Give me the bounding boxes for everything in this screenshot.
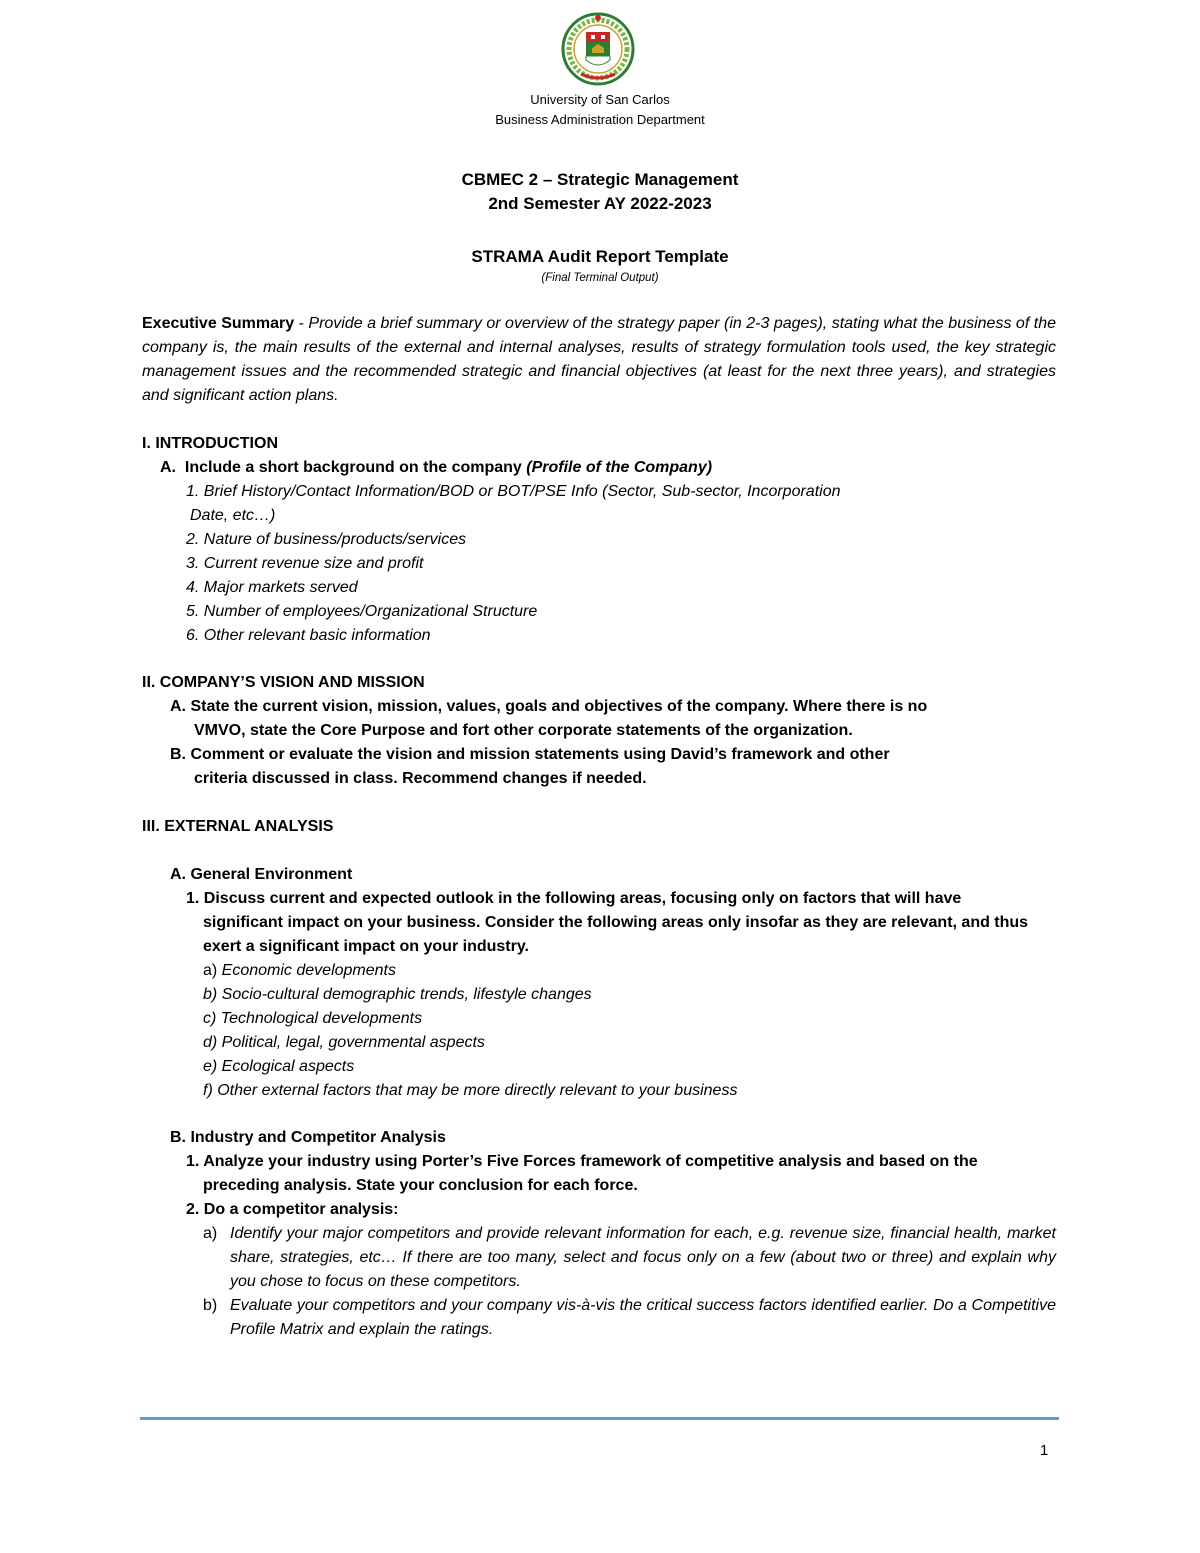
introduction-subitem: Date, etc…) <box>190 507 276 524</box>
competitor-sub-a-marker: a) <box>203 1225 218 1242</box>
area-text: Technological developments <box>220 1010 423 1027</box>
industry-analysis-line: 2. Do a competitor analysis: <box>186 1201 399 1218</box>
vision-mission-line: A. State the current vision, mission, values, goals and objectives of the company. Where there is no <box>170 698 928 715</box>
industry-analysis-line: 1. Analyze your industry using Porter’s Five Forces framework of competitive analysis and based on the <box>186 1153 978 1170</box>
competitor-sub-b-text: Evaluate your competitors and your company vis-à-vis the critical success factors identified earlier. Do a Competitive Profile Matrix and explain the ratings. <box>230 1297 1056 1338</box>
vision-mission-heading: II. COMPANY’S VISION AND MISSION <box>142 674 425 691</box>
industry-analysis-heading: B. Industry and Competitor Analysis <box>170 1129 446 1146</box>
template-title: STRAMA Audit Report Template <box>471 247 729 266</box>
introduction-subitem: 2. Nature of business/products/services <box>186 531 467 548</box>
template-note: (Final Terminal Output) <box>541 272 659 284</box>
executive-summary-label: Executive Summary <box>142 315 295 332</box>
footer-rule <box>140 1417 1059 1420</box>
introduction-a-italic: (Profile of the Company) <box>526 459 713 476</box>
course-title: CBMEC 2 – Strategic Management <box>461 170 739 189</box>
area-text: Ecological aspects <box>221 1058 355 1075</box>
environment-area-item <box>203 1081 737 1101</box>
introduction-a-text: Include a short background on the company <box>184 459 527 476</box>
general-environment-heading: A. General Environment <box>170 866 353 883</box>
introduction-subitem: 5. Number of employees/Organizational Structure <box>186 603 538 620</box>
page-number: 1 <box>1040 1442 1049 1459</box>
vision-mission-line: criteria discussed in class. Recommend changes if needed. <box>194 770 647 787</box>
introduction-subitem: 1. Brief History/Contact Information/BOD or BOT/PSE Info (Sector, Sub-sector, Incorporation <box>186 483 841 500</box>
list-marker: c) <box>203 1010 221 1027</box>
university-seal-logo <box>561 12 635 86</box>
list-marker: b) <box>203 986 222 1003</box>
general-environment-line: significant impact on your business. Consider the following areas only insofar as they are relevant, and thus <box>203 914 1029 931</box>
executive-summary-dash: - <box>294 315 309 332</box>
list-marker: a) <box>203 962 222 979</box>
competitor-sub-b-marker: b) <box>203 1297 218 1314</box>
university-name: University of San Carlos <box>530 92 670 107</box>
general-environment-line: 1. Discuss current and expected outlook in the following areas, focusing only on factors that will have <box>186 890 962 907</box>
executive-summary-text: Provide a brief summary or overview of the strategy paper (in 2-3 pages), stating what the business of the company is, the main results of the external and internal analyses, results of strategy formulation tools used, the key strategic management issues and the recommended strategic and financial objectives (at least for the next three years), and strategies and significant action plans. <box>142 315 1056 404</box>
environment-area-item <box>203 1033 485 1053</box>
introduction-item-a <box>160 458 712 478</box>
semester-title: 2nd Semester AY 2022-2023 <box>488 194 712 213</box>
area-text: Economic developments <box>221 962 396 979</box>
area-text: Socio-cultural demographic trends, lifestyle changes <box>221 986 592 1003</box>
executive-summary <box>142 312 1056 408</box>
area-text: Other external factors that may be more directly relevant to your business <box>217 1082 738 1099</box>
introduction-subitem: 3. Current revenue size and profit <box>186 555 424 572</box>
environment-area-item <box>203 985 592 1005</box>
department-name: Business Administration Department <box>495 112 705 127</box>
general-environment-line: exert a significant impact on your industry. <box>203 938 529 955</box>
external-analysis-heading: III. EXTERNAL ANALYSIS <box>142 818 334 835</box>
introduction-heading: I. INTRODUCTION <box>142 435 278 452</box>
vision-mission-line: VMVO, state the Core Purpose and fort other corporate statements of the organization. <box>194 722 853 739</box>
list-marker: f) <box>203 1082 218 1099</box>
industry-analysis-line: preceding analysis. State your conclusion for each force. <box>203 1177 638 1194</box>
area-text: Political, legal, governmental aspects <box>221 1034 485 1051</box>
environment-area-item <box>203 1009 422 1029</box>
introduction-subitem: 6. Other relevant basic information <box>186 627 431 644</box>
list-marker: e) <box>203 1058 222 1075</box>
vision-mission-line: B. Comment or evaluate the vision and mission statements using David’s framework and other <box>170 746 890 763</box>
introduction-subitem: 4. Major markets served <box>186 579 358 596</box>
environment-area-item <box>203 1057 354 1077</box>
list-marker: d) <box>203 1034 222 1051</box>
environment-area-item <box>203 961 396 981</box>
introduction-a-marker: A. <box>160 459 176 476</box>
competitor-sub-a-text: Identify your major competitors and provide relevant information for each, e.g. revenue size, financial health, market share, strategies, etc… If there are too many, select and focus only on a few (about two or three) and explain why you chose to focus on these competitors. <box>230 1225 1056 1290</box>
